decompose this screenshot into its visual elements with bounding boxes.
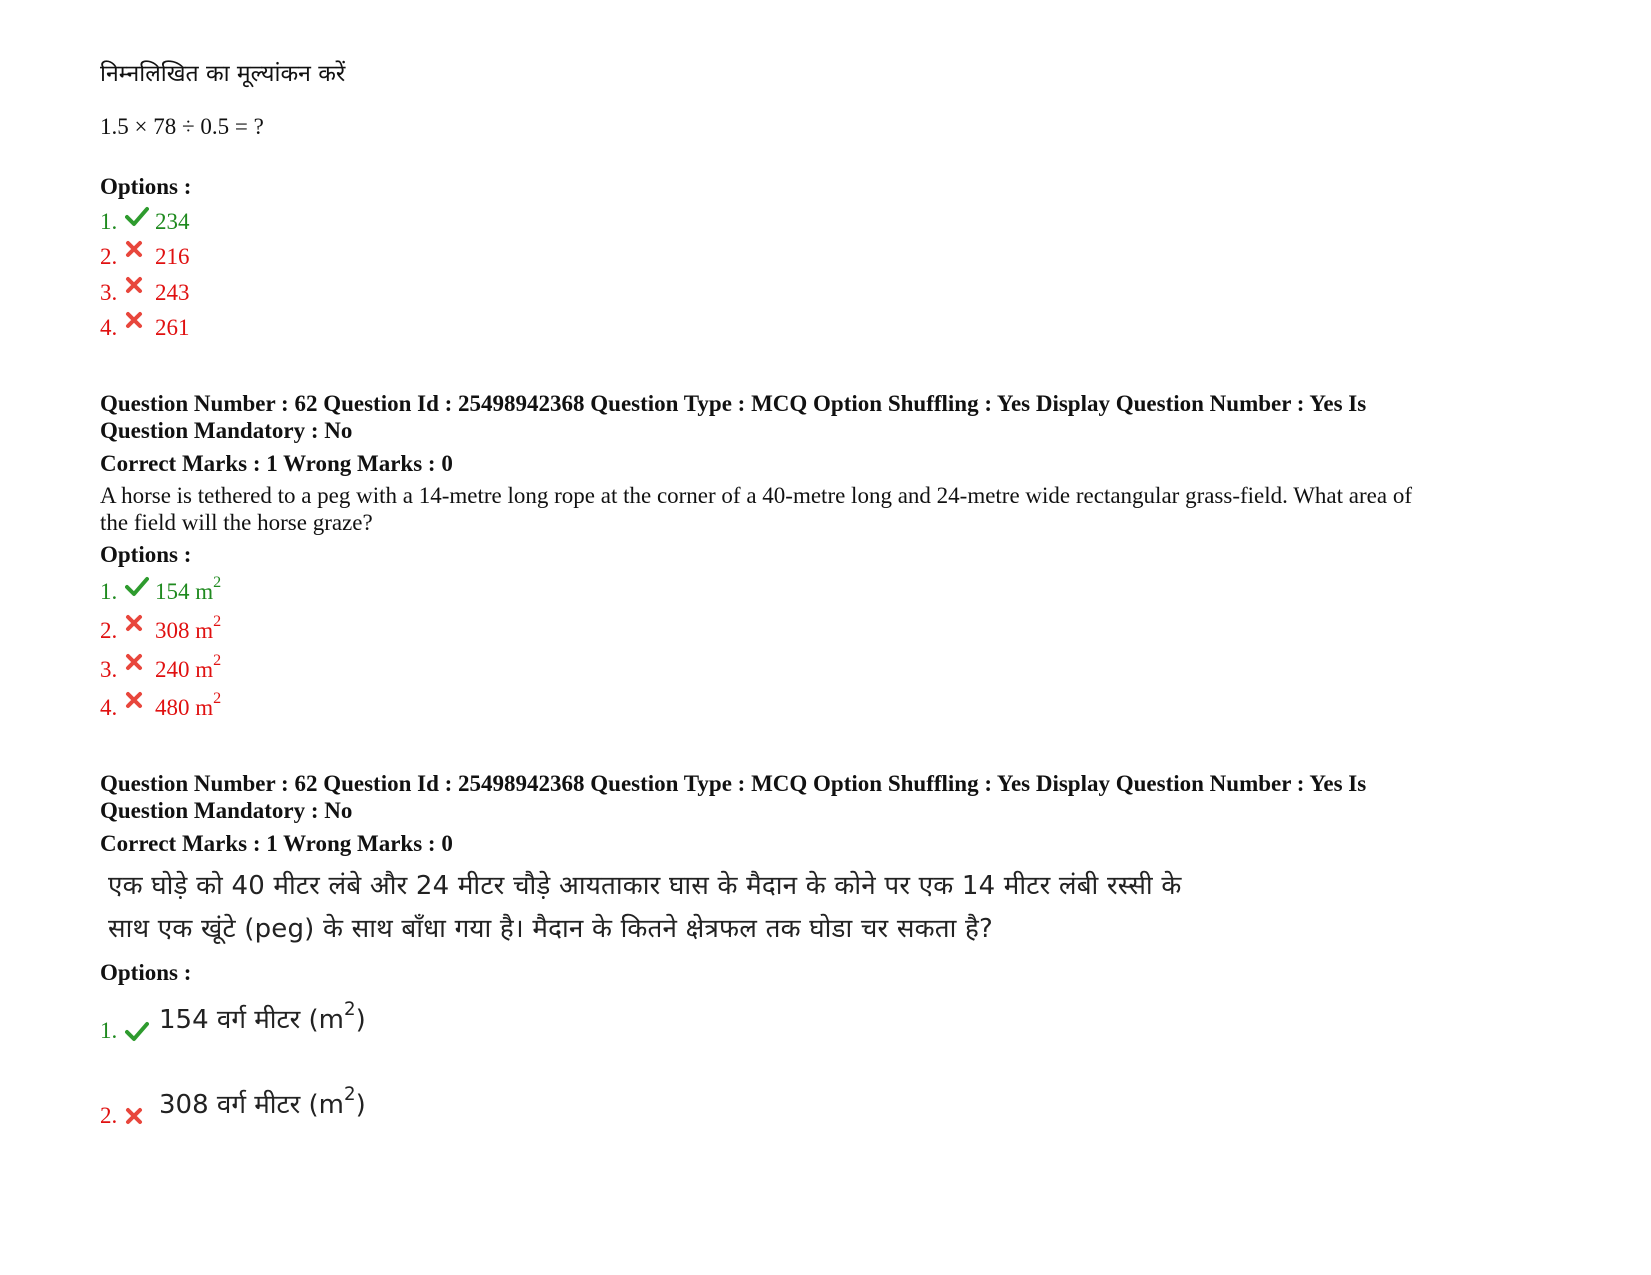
cross-icon	[125, 1107, 159, 1125]
option-2: 2. 308 $m^2$	[100, 613, 222, 643]
question-text-hindi-line1: एक घोड़े को 40 मीटर लंबे और 24 मीटर चौड़े आयताकार घास के मैदान के कोने पर एक 14 मीटर लंबी रस्सी के	[108, 871, 1182, 901]
question-marks: Correct Marks : 1 Wrong Marks : 0	[100, 451, 453, 476]
check-icon	[125, 1020, 159, 1042]
options-label: Options :	[100, 174, 192, 199]
question-text-line1: A horse is tethered to a peg with a 14-metre long rope at the corner of a 40-metre long and 24-metre wide rectangular grass-field. What area of	[100, 483, 1412, 508]
question-text-line2: the field will the horse graze?	[100, 510, 373, 535]
option-2: 2. 216	[100, 244, 190, 270]
option-1: 1. 234	[100, 209, 190, 235]
cross-icon	[125, 691, 155, 709]
question-marks: Correct Marks : 1 Wrong Marks : 0	[100, 831, 453, 856]
option-4: 4. 261	[100, 315, 190, 341]
check-icon	[125, 575, 155, 597]
question-meta-line1: Question Number : 62 Question Id : 25498942368 Question Type : MCQ Option Shuffling : Yes Display Question Number : Yes Is	[100, 391, 1367, 416]
cross-icon	[125, 653, 155, 671]
option-4: 4. 480 $m^2$	[100, 690, 222, 720]
question-meta-line2: Question Mandatory : No	[100, 798, 353, 823]
options-label: Options :	[100, 542, 192, 567]
question-title: निम्नलिखित का मूल्यांकन करें	[100, 61, 346, 87]
option-1: 1. 154 $m^2$	[100, 574, 222, 604]
question-meta-line2: Question Mandatory : No	[100, 418, 353, 443]
cross-icon	[125, 614, 155, 632]
options-label: Options :	[100, 960, 192, 985]
cross-icon	[125, 240, 155, 258]
cross-icon	[125, 276, 155, 294]
question-expression: 1.5 × 78 ÷ 0.5 = ?	[100, 114, 264, 139]
cross-icon	[125, 311, 155, 329]
check-icon	[125, 205, 155, 227]
option-3: 3. 240 $m^2$	[100, 652, 222, 682]
question-text-hindi-line2: साथ एक खूंटे (peg) के साथ बाँधा गया है। मैदान के कितने क्षेत्रफल तक घोडा चर सकता है?	[108, 914, 994, 944]
option-2: 2. 308 वर्ग मीटर $(m^2)$	[100, 1083, 366, 1128]
option-3: 3. 243	[100, 280, 190, 306]
question-meta-line1: Question Number : 62 Question Id : 25498942368 Question Type : MCQ Option Shuffling : Yes Display Question Number : Yes Is	[100, 771, 1367, 796]
option-1: 1. 154 वर्ग मीटर $(m^2)$	[100, 998, 366, 1043]
